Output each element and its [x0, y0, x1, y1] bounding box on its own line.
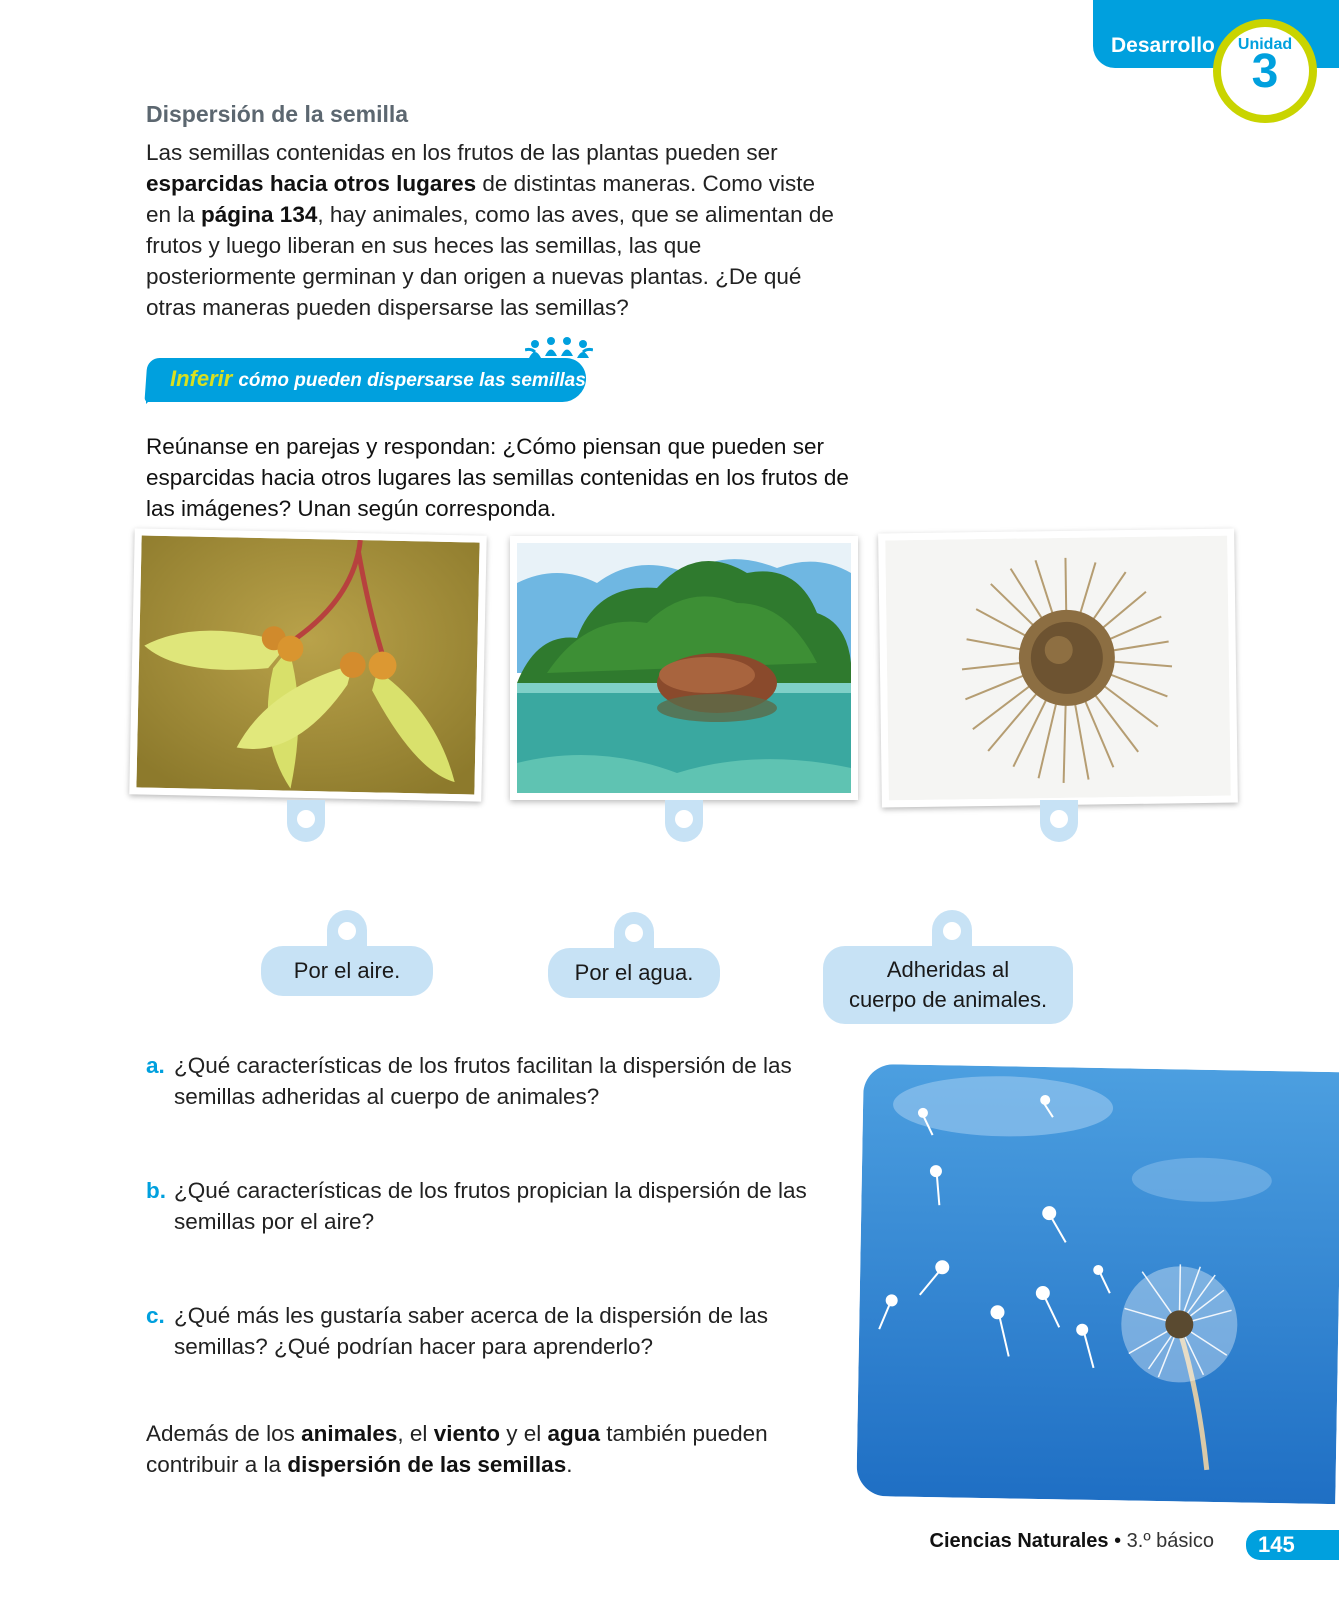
question-c: [146, 1300, 836, 1362]
activity-instructions: Reúnanse en parejas y respondan: ¿Cómo piensan que pueden ser esparcidas hacia otros lugares las semillas contenidas en los frutos de las imágenes? Unan según corresponda.: [146, 434, 849, 521]
unit-badge: [1213, 19, 1317, 123]
activity-title: [170, 366, 586, 392]
activity-verb: Inferir: [170, 366, 233, 391]
question-letter: a.: [146, 1053, 165, 1078]
option-por-el-agua: Por el agua.: [548, 948, 720, 998]
dandelion-photo: [856, 1064, 1339, 1504]
option-por-el-aire: Por el aire.: [261, 946, 433, 996]
option-adheridas-animales: [823, 946, 1073, 1024]
closing-text: y el: [499, 1421, 548, 1446]
intro-bold-2: página 134: [201, 202, 318, 227]
connector-point-photo-2[interactable]: [665, 800, 703, 842]
people-group-icon: [525, 336, 593, 364]
footer-bullet: •: [1114, 1530, 1122, 1552]
option-3-line-2: cuerpo de animales.: [848, 987, 1048, 1012]
closing-bold: agua: [547, 1421, 600, 1446]
activity-rest: cómo pueden dispersarse las semillas: [238, 370, 586, 391]
closing-text: .: [566, 1452, 573, 1477]
connector-point-photo-3[interactable]: [1040, 800, 1078, 842]
intro-text-1: Las semillas contenidas en los frutos de las plantas pueden ser: [146, 140, 778, 165]
closing-bold: dispersión de las semillas: [287, 1452, 567, 1477]
question-b: [146, 1175, 836, 1237]
footer-subject: Ciencias Naturales: [929, 1530, 1109, 1552]
unit-label: Unidad: [1237, 36, 1293, 53]
closing-bold: viento: [433, 1421, 500, 1446]
question-letter: c.: [146, 1303, 165, 1328]
footer-grade: 3.º básico: [1126, 1530, 1214, 1552]
closing-text: , el: [397, 1421, 434, 1446]
floating-seed-photo: [510, 536, 858, 800]
section-label: Desarrollo: [1111, 34, 1215, 57]
banner-tail: [146, 390, 160, 404]
question-letter: b.: [146, 1178, 166, 1203]
closing-paragraph: [146, 1418, 836, 1480]
footer: [930, 1530, 1214, 1564]
intro-text-2: de distintas maneras. Como viste en la: [146, 171, 816, 227]
intro-text-3: , hay animales, como las aves, que se alimentan de frutos y luego liberan en sus heces las semillas, las que posteriormente germinan y dan origen a nuevas plantas. ¿De qué otras maneras pueden dispersarse las semillas?: [146, 202, 834, 320]
intro-bold-1: esparcidas hacia otros lugares: [146, 171, 477, 196]
section-title: Dispersión de la semilla: [146, 101, 409, 127]
maple-samara-photo: [129, 528, 486, 801]
intro-paragraph: [146, 137, 836, 323]
question-text: ¿Qué características de los frutos propician la dispersión de las semillas por el aire?: [174, 1178, 807, 1234]
closing-bold: animales: [301, 1421, 398, 1446]
connector-point-photo-1[interactable]: [287, 800, 325, 842]
closing-text: también pueden contribuir a la: [146, 1421, 768, 1477]
burr-photo: [878, 529, 1238, 808]
question-text: ¿Qué características de los frutos facilitan la dispersión de las semillas adheridas al cuerpo de animales?: [174, 1053, 792, 1109]
option-3-line-1: Adheridas al: [886, 957, 1010, 982]
question-a: [146, 1050, 836, 1112]
page-number: 145: [1246, 1530, 1339, 1560]
question-text: ¿Qué más les gustaría saber acerca de la dispersión de las semillas? ¿Qué podrían hacer para aprenderlo?: [174, 1303, 769, 1359]
unit-number: 3: [1251, 45, 1279, 98]
closing-text: Además de los: [146, 1421, 302, 1446]
